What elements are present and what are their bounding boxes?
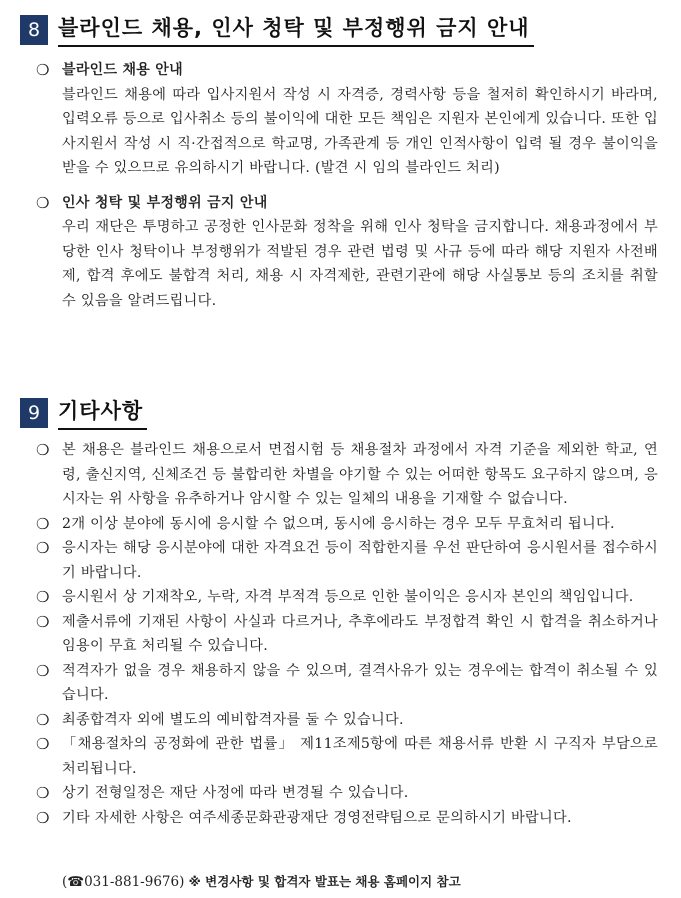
bullet-circle-icon: ❍ <box>36 808 50 827</box>
bullet-circle-icon: ❍ <box>36 61 50 79</box>
bullet-circle-icon: ❍ <box>36 539 50 557</box>
section-9-body <box>36 438 658 830</box>
section-8-title: 블라인드 채용, 인사 청탁 및 부정행위 금지 안내 <box>58 12 534 47</box>
list-item <box>36 708 658 733</box>
bullet-circle-icon: ❍ <box>36 441 50 459</box>
solicitation-text: 우리 재단은 투명하고 공정한 인사문화 정착을 위해 인사 청탁을 금지합니다. 채용과정에서 부당한 인사 청탁이나 부정행위가 적발된 경우 관련 법령 및 사규 등에 따라 해당 지원자 사전배제, 합격 후에도 불합격 처리, 채용 시 자격제한, 관련기관에 해당 사실통보 등의 조치를 취할 수 있음을 알려드립니다. <box>62 219 658 309</box>
notice-text: 적격자가 없을 경우 채용하지 않을 수 있으며, 결격사유가 있는 경우에는 합격이 취소될 수 있습니다. <box>62 662 658 703</box>
list-item <box>36 610 658 659</box>
list-item <box>36 781 658 806</box>
notice-text: 응시원서 상 기재착오, 누락, 자격 부적격 등으로 인한 불이익은 응시자 본인의 책임입니다. <box>62 589 634 605</box>
bullet-circle-icon: ❍ <box>36 193 50 212</box>
blind-hiring-text: 블라인드 채용에 따라 입사지원서 작성 시 자격증, 경력사항 등을 철저히 확인하시기 바라며, 입력오류 등으로 입사취소 등의 불이익에 대한 모든 책임은 지원자 본인에게 있습니다. 또한 입사지원서 작성 시 직·간접적으로 학교명, 가족관계 등 개인 인적사항이 입력 될 경우 불이익을 받을 수 있으므로 유의하시기 바랍니다. (발견 시 임의 블라인드 처리) <box>62 86 658 176</box>
bullet-circle-icon: ❍ <box>36 784 50 802</box>
list-item <box>36 659 658 708</box>
list-item <box>36 438 658 512</box>
bullet-circle-icon: ❍ <box>36 735 50 753</box>
notice-text: 「채용절차의 공정화에 관한 법률」 제11조제5항에 따른 채용서류 반환 시 구직자 부담으로 처리됩니다. <box>62 736 658 777</box>
list-item <box>36 536 658 585</box>
section-9-number: 9 <box>20 398 48 428</box>
notice-text: 본 채용은 블라인드 채용으로서 면접시험 등 채용절차 과정에서 자격 기준을 제외한 학교, 연령, 출신지역, 신체조건 등 불합리한 차별을 야기할 수 있는 어떠한 항목도 요구하지 않으며, 응시자는 위 사항을 유추하거나 암시할 수 있는 일체의 내용을 기재할 수 없습니다. <box>62 442 658 507</box>
bullet-circle-icon: ❍ <box>36 710 50 729</box>
section-9-title: 기타사항 <box>58 395 147 430</box>
bullet-circle-icon: ❍ <box>36 588 50 606</box>
section-9-header <box>20 395 147 430</box>
bullet-circle-icon: ❍ <box>36 612 50 631</box>
list-item <box>36 512 658 537</box>
section-8-number: 8 <box>20 15 48 45</box>
notice-text: 제출서류에 기재된 사항이 사실과 다르거나, 추후에라도 부정합격 확인 시 합격을 취소하거나 임용이 무효 처리될 수 있습니다. <box>62 613 658 654</box>
solicitation-heading: 인사 청탁 및 부정행위 금지 안내 <box>62 194 268 211</box>
list-item <box>36 732 658 781</box>
bullet-circle-icon: ❍ <box>36 514 50 533</box>
section-8-header <box>20 12 534 47</box>
notice-text: 상기 전형일정은 재단 사정에 따라 변경될 수 있습니다. <box>62 785 409 801</box>
contact-line <box>62 872 461 890</box>
notice-text: 최종합격자 외에 별도의 예비합격자를 둘 수 있습니다. <box>62 711 404 728</box>
notice-text: 기타 자세한 사항은 여주세종문화관광재단 경영전략팀으로 문의하시기 바랍니다. <box>62 809 572 826</box>
notice-text: 응시자는 해당 응시분야에 대한 자격요건 등이 적합한지를 우선 판단하여 응시원서를 접수하시기 바랍니다. <box>62 540 658 581</box>
list-item <box>36 58 658 181</box>
notice-text: 2개 이상 분야에 동시에 응시할 수 없으며, 동시에 응시하는 경우 모두 무효처리 됩니다. <box>62 515 615 532</box>
bullet-circle-icon: ❍ <box>36 661 50 680</box>
list-item <box>36 191 658 314</box>
section-8-body <box>36 58 658 313</box>
contact-note: ※ 변경사항 및 합격자 발표는 채용 홈페이지 참고 <box>188 874 461 889</box>
blind-hiring-heading: 블라인드 채용 안내 <box>62 62 183 78</box>
contact-phone: (☎031-881-9676) <box>62 874 185 890</box>
list-item <box>36 806 658 831</box>
list-item <box>36 585 658 610</box>
